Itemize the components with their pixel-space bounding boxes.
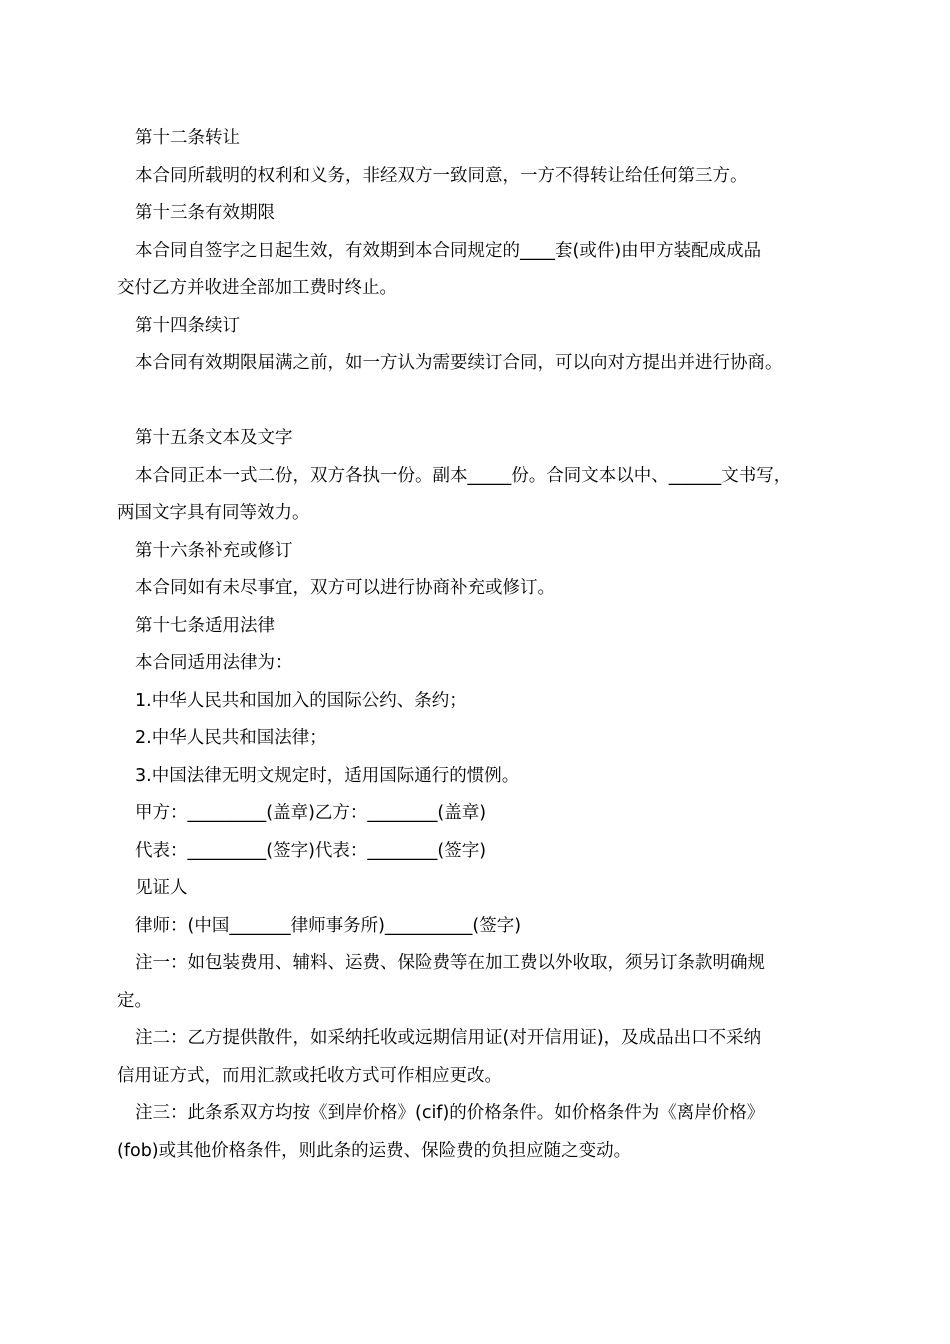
article-14-heading: 第十四条续订 [135,315,240,336]
note-1-line-1: 注一：如包装费用、辅料、运费、保险费等在加工费以外收取，须另订条款明确规 [135,953,765,973]
note-3-line-2: (fob)或其他价格条件，则此条的运费、保险费的负担应随之变动。 [117,1140,632,1161]
article-13-heading: 第十三条有效期限 [135,203,275,223]
article-17-item-3: 3.中国法律无明文规定时，适用国际通行的惯例。 [135,765,520,786]
document-body [117,120,852,1170]
paragraph-gap [117,383,852,421]
article-15-heading: 第十五条文本及文字 [135,428,293,448]
note-3-line-1: 注三：此条系双方均按《到岸价格》(cif)的价格条件。如价格条件为《离岸价格》 [135,1103,765,1123]
article-16-text: 本合同如有未尽事宜，双方可以进行协商补充或修订。 [135,578,555,598]
lawyer-signature-line: 律师：(中国_______律师事务所)__________(签字) [135,915,522,936]
article-13-text-line-2: 交付乙方并收进全部加工费时终止。 [117,278,397,298]
article-13-text-line-1: 本合同自签字之日起生效，有效期到本合同规定的____套(或件)由甲方装配成成品 [135,240,762,261]
representative-signature-line: 代表：_________(签字)代表：________(签字) [135,840,487,861]
note-2-line-2: 信用证方式，而用汇款或托收方式可作相应更改。 [117,1065,502,1086]
note-1-line-2: 定。 [117,990,152,1011]
article-12-text: 本合同所载明的权利和义务，非经双方一致同意，一方不得转让给任何第三方。 [135,165,748,186]
article-17-heading: 第十七条适用法律 [135,615,275,636]
article-15-text-line-1: 本合同正本一式二份，双方各执一份。副本_____份。合同文本以中、______文书写， [135,465,792,486]
article-17-intro: 本合同适用法律为： [135,653,293,673]
article-16-heading: 第十六条补充或修订 [135,540,293,561]
article-14-text: 本合同有效期限届满之前，如一方认为需要续订合同，可以向对方提出并进行协商。 [135,353,783,373]
article-15-text-line-2: 两国文字具有同等效力。 [117,503,310,523]
article-12-heading: 第十二条转让 [135,128,240,148]
article-17-item-2: 2.中华人民共和国法律； [135,728,327,748]
article-17-item-1: 1.中华人民共和国加入的国际公约、条约； [135,690,467,711]
note-2-line-1: 注二：乙方提供散件，如采纳托收或远期信用证(对开信用证)，及成品出口不采纳 [135,1028,762,1048]
party-a-signature-line: 甲方：_________(盖章)乙方：________(盖章) [135,803,487,823]
witness-heading: 见证人 [135,878,188,898]
